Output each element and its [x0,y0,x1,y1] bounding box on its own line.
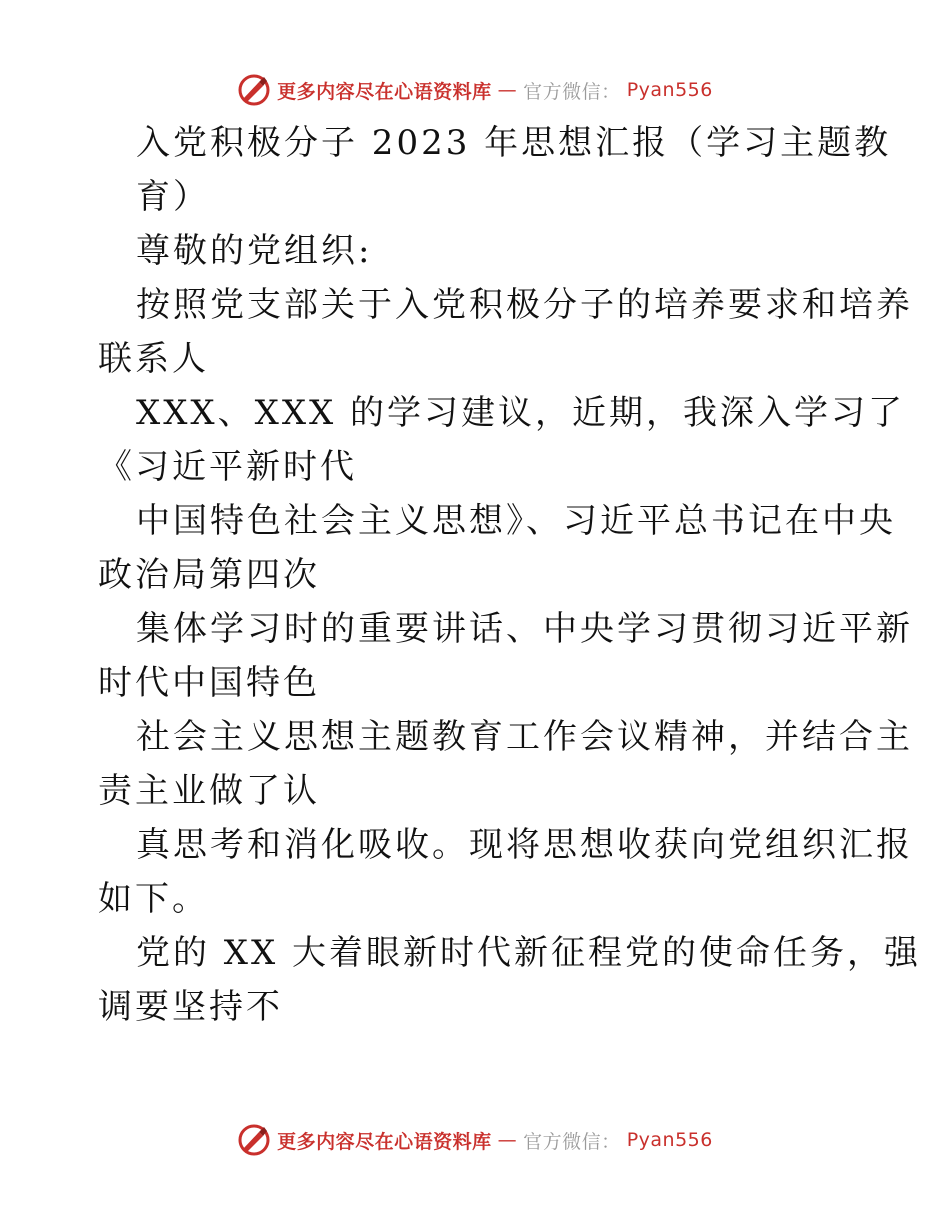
watermark-dash: — [497,1129,518,1151]
watermark-main-text: 更多内容尽在心语资料库 [277,1130,492,1153]
watermark-wechat-id: Pyan556 [626,79,713,101]
pen-logo-icon [237,1123,271,1157]
text-line: XXX、XXX 的学习建议，近期，我深入学习了 [136,393,906,433]
text-line: 党的 XX 大着眼新时代新征程党的使命任务，强 [136,933,922,973]
text-line: 责主业做了认 [98,771,320,811]
text-line: 入党积极分子 2023 年思想汇报（学习主题教 [136,123,892,163]
watermark-header [0,70,950,110]
text-line: 真思考和消化吸收。现将思想收获向党组织汇报 [136,825,913,865]
watermark-wechat-label: 官方微信： [523,80,621,103]
text-line: 联系人 [98,339,209,379]
text-line: 《习近平新时代 [98,447,357,487]
text-line: 按照党支部关于入党积极分子的培养要求和培养 [136,285,913,325]
watermark-footer [0,1120,950,1160]
text-line: 政治局第四次 [98,555,320,595]
text-line: 如下。 [98,879,209,919]
watermark-wechat-label: 官方微信： [523,1130,621,1153]
text-line: 育） [136,177,210,217]
text-line: 集体学习时的重要讲话、中央学习贯彻习近平新 [136,609,913,649]
text-line: 尊敬的党组织: [136,231,373,271]
text-line: 时代中国特色 [98,663,320,703]
text-line: 中国特色社会主义思想》、习近平总书记在中央 [136,501,896,541]
watermark-main-text: 更多内容尽在心语资料库 [277,80,492,103]
document-body [98,116,922,1034]
watermark-dash: — [497,79,518,101]
text-line: 社会主义思想主题教育工作会议精神，并结合主 [136,717,913,757]
watermark-wechat-id: Pyan556 [626,1129,713,1151]
pen-logo-icon [237,73,271,107]
text-line: 调要坚持不 [98,987,283,1027]
